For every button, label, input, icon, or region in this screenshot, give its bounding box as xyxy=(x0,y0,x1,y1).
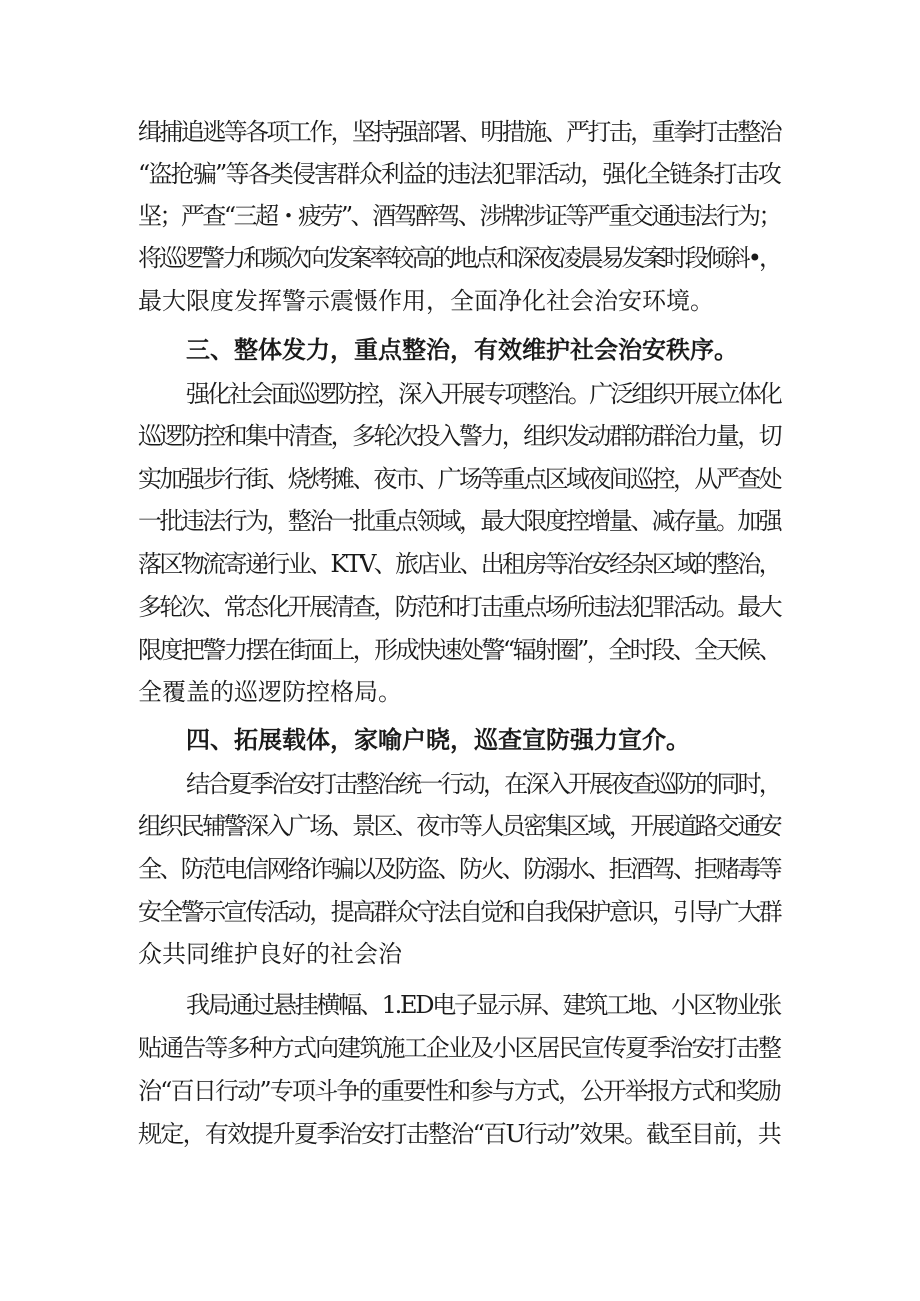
line-text: 将巡逻警力和频次向发案率较高的地点和深夜凌晨易发案时段倾斜•， xyxy=(138,244,780,272)
text-line xyxy=(0,587,920,627)
line-text: 强化社会面巡逻防控，深入开展专项整治。广泛组织开展立体化 xyxy=(186,380,780,408)
line-text: 规定，有效提升夏季治安打击整治“百U行动”效果。截至目前，共 xyxy=(138,1120,780,1148)
line-text: 落区物流寄递行业、KTV、旅店业、出租房等治安经杂区域的整治， xyxy=(138,550,780,578)
text-line xyxy=(0,764,920,804)
text-line xyxy=(0,238,920,278)
text-line xyxy=(0,985,920,1025)
line-text: 治“百日行动”专项斗争的重要性和参与方式，公开举报方式和奖励 xyxy=(138,1077,780,1105)
text-line xyxy=(0,112,920,152)
heading-text: 四、拓展载体，家喻户晓，巡查宣防强力宣介。 xyxy=(186,725,690,754)
line-text: 限度把警力摆在街面上，形成快速处警“辐射圈”，全时段、全天候、 xyxy=(138,636,780,664)
line-text: 一批违法行为，整治一批重点领域，最大限度控增量、减存量。加强 xyxy=(138,507,780,535)
text-line xyxy=(0,672,920,712)
text-line xyxy=(0,849,920,889)
text-line xyxy=(0,416,920,456)
text-line xyxy=(0,806,920,846)
heading-text: 三、整体发力，重点整治，有效维护社会治安秩序。 xyxy=(186,335,738,364)
text-line xyxy=(0,154,920,194)
line-text: 最大限度发挥警示震慑作用，全面净化社会治安环境。 xyxy=(138,287,714,315)
text-line xyxy=(0,934,920,974)
line-text: 全覆盖的巡逻防控格局。 xyxy=(138,678,402,706)
text-line xyxy=(0,374,920,414)
text-line xyxy=(0,281,920,321)
line-text: 巡逻防控和集中清查，多轮次投入警力，组织发动群防群治力量，切 xyxy=(138,422,780,450)
text-line xyxy=(0,1071,920,1111)
line-text: 组织民辅警深入广场、景区、夜市等人员密集区域，开展道路交通安 xyxy=(138,812,780,840)
section-heading-4 xyxy=(0,720,920,760)
line-text: 众共同维护良好的社会治 xyxy=(138,940,402,968)
text-line xyxy=(0,544,920,584)
line-text: “盗抢骗”等各类侵害群众利益的违法犯罪活动，强化全链条打击攻 xyxy=(138,160,780,188)
text-line xyxy=(0,630,920,670)
text-line xyxy=(0,892,920,932)
line-text: 多轮次、常态化开展清查，防范和打击重点场所违法犯罪活动。最大 xyxy=(138,593,780,621)
text-line xyxy=(0,459,920,499)
line-text: 实加强步行街、烧烤摊、夜市、广场等重点区域夜间巡控，从严查处 xyxy=(138,465,780,493)
line-text: 贴通告等多种方式向建筑施工企业及小区居民宣传夏季治安打击整 xyxy=(138,1034,780,1062)
text-line xyxy=(0,1114,920,1154)
line-text: 我局通过悬挂横幅、1.ED电子显示屏、建筑工地、小区物业张 xyxy=(186,991,780,1019)
section-heading-3 xyxy=(0,330,920,370)
line-text: 全、防范电信网络诈骗以及防盗、防火、防溺水、拒酒驾、拒赌毒等 xyxy=(138,855,780,883)
line-text: 安全警示宣传活动，提高群众守法自觉和自我保护意识，引导广大群 xyxy=(138,898,780,926)
line-text: 缉捕追逃等各项工作，坚持强部署、明措施、严打击，重拳打击整治 xyxy=(138,118,780,146)
text-line xyxy=(0,196,920,236)
text-line xyxy=(0,1028,920,1068)
line-text: 坚；严查“三超・疲劳”、酒驾醉驾、涉牌涉证等严重交通违法行为； xyxy=(138,202,780,230)
text-line xyxy=(0,501,920,541)
line-text: 结合夏季治安打击整治统一行动，在深入开展夜查巡防的同时， xyxy=(186,770,780,798)
